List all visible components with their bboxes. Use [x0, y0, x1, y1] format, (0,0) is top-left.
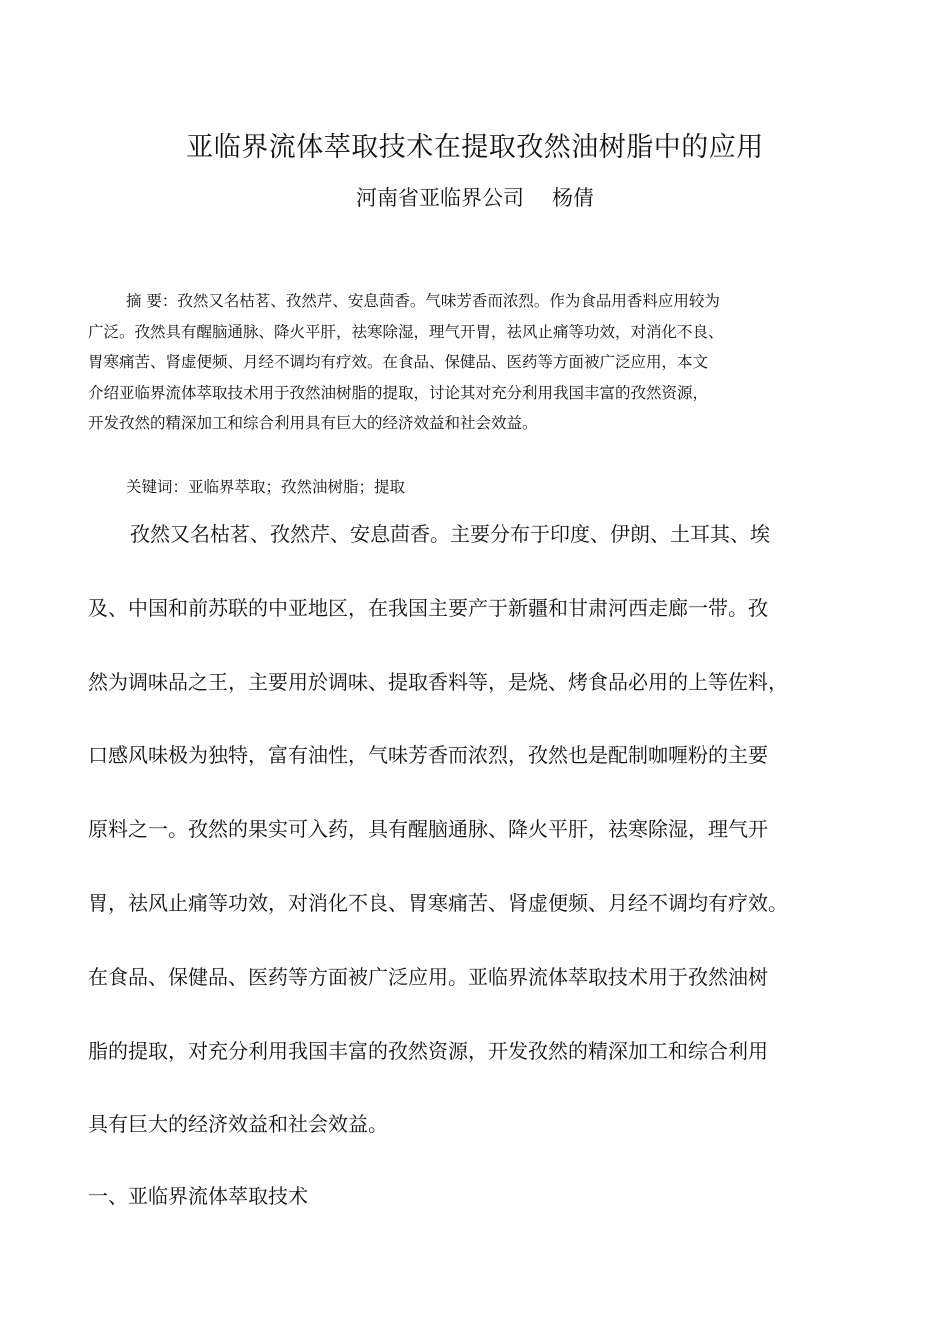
paper-title: 亚临界流体萃取技术在提取孜然油树脂中的应用 [186, 132, 764, 163]
body-paragraph [88, 512, 878, 1176]
body-line: 然为调味品之王，主要用於调味、提取香料等，是烧、烤食品必用的上等佐料， [88, 669, 788, 694]
abstract-line: 摘 要：孜然又名枯茗、孜然芹、安息茴香。气味芳香而浓烈。作为食品用香料应用较为 [126, 292, 720, 310]
body-line: 口感风味极为独特，富有油性，气味芳香而浓烈，孜然也是配制咖喱粉的主要 [88, 743, 768, 768]
keywords: 关键词：亚临界萃取；孜然油树脂；提取 [126, 478, 406, 496]
body-line: 脂的提取，对充分利用我国丰富的孜然资源，开发孜然的精深加工和综合利用 [88, 1038, 768, 1063]
body-line: 胃，祛风止痛等功效，对消化不良、胃寒痛苦、肾虚便频、月经不调均有疗效。 [88, 890, 788, 915]
author: 杨倩 [552, 186, 594, 210]
body-line: 在食品、保健品、医药等方面被广泛应用。亚临界流体萃取技术用于孜然油树 [88, 964, 768, 989]
abstract-line: 介绍亚临界流体萃取技术用于孜然油树脂的提取，讨论其对充分利用我国丰富的孜然资源， [88, 383, 709, 402]
byline [0, 180, 950, 216]
affiliation: 河南省亚临界公司 [356, 186, 524, 210]
abstract-line: 胃寒痛苦、肾虚便频、月经不调均有疗效。在食品、保健品、医药等方面被广泛应用，本文 [88, 353, 709, 372]
abstract [88, 286, 878, 439]
abstract-line: 开发孜然的精深加工和综合利用具有巨大的经济效益和社会效益。 [88, 414, 538, 433]
body-line: 原料之一。孜然的果实可入药，具有醒脑通脉、降火平肝，祛寒除湿，理气开 [88, 817, 768, 842]
body-line: 及、中国和前苏联的中亚地区，在我国主要产于新疆和甘肃河西走廊一带。孜 [88, 595, 768, 620]
body-line: 孜然又名枯茗、孜然芹、安息茴香。主要分布于印度、伊朗、土耳其、埃 [130, 522, 770, 546]
section-heading: 一、亚临界流体萃取技术 [88, 1184, 308, 1208]
abstract-line: 广泛。孜然具有醒脑通脉、降火平肝，祛寒除湿，理气开胃，祛风止痛等功效，对消化不良、 [88, 322, 724, 341]
body-line: 具有巨大的经济效益和社会效益。 [88, 1112, 388, 1137]
